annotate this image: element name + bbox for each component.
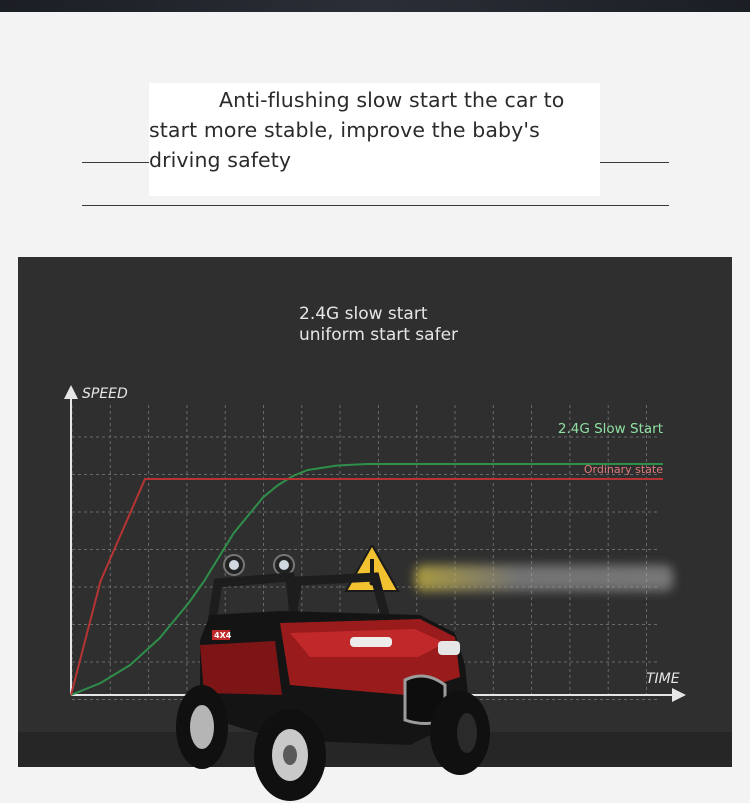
car-badge-text: 4X4: [214, 631, 232, 640]
headline-line-2: uniform start safer: [299, 325, 459, 345]
divider-right: [600, 162, 669, 163]
caption-text: Anti-flushing slow start the car to start more stable, improve the baby's driving safety: [149, 88, 565, 172]
divider-bottom: [82, 205, 669, 206]
ride-on-car-image: [170, 545, 510, 803]
divider-left: [82, 162, 149, 163]
series-label-0: 2.4G Slow Start: [557, 421, 663, 437]
front-wheel-right: [430, 691, 490, 775]
series-label-1: Ordinary state: [583, 463, 663, 476]
y-axis-label: SPEED: [82, 386, 128, 402]
front-wheel-left: [254, 709, 326, 801]
y-axis-arrow-icon: [64, 385, 78, 399]
rear-wheel-left: [176, 685, 228, 769]
warning-icon: [346, 545, 398, 591]
x-axis-label: TIME: [646, 671, 680, 687]
headline-line-1: 2.4G slow start: [299, 304, 428, 324]
x-axis-arrow-icon: [672, 688, 686, 702]
top-banner-strip: [0, 0, 750, 12]
